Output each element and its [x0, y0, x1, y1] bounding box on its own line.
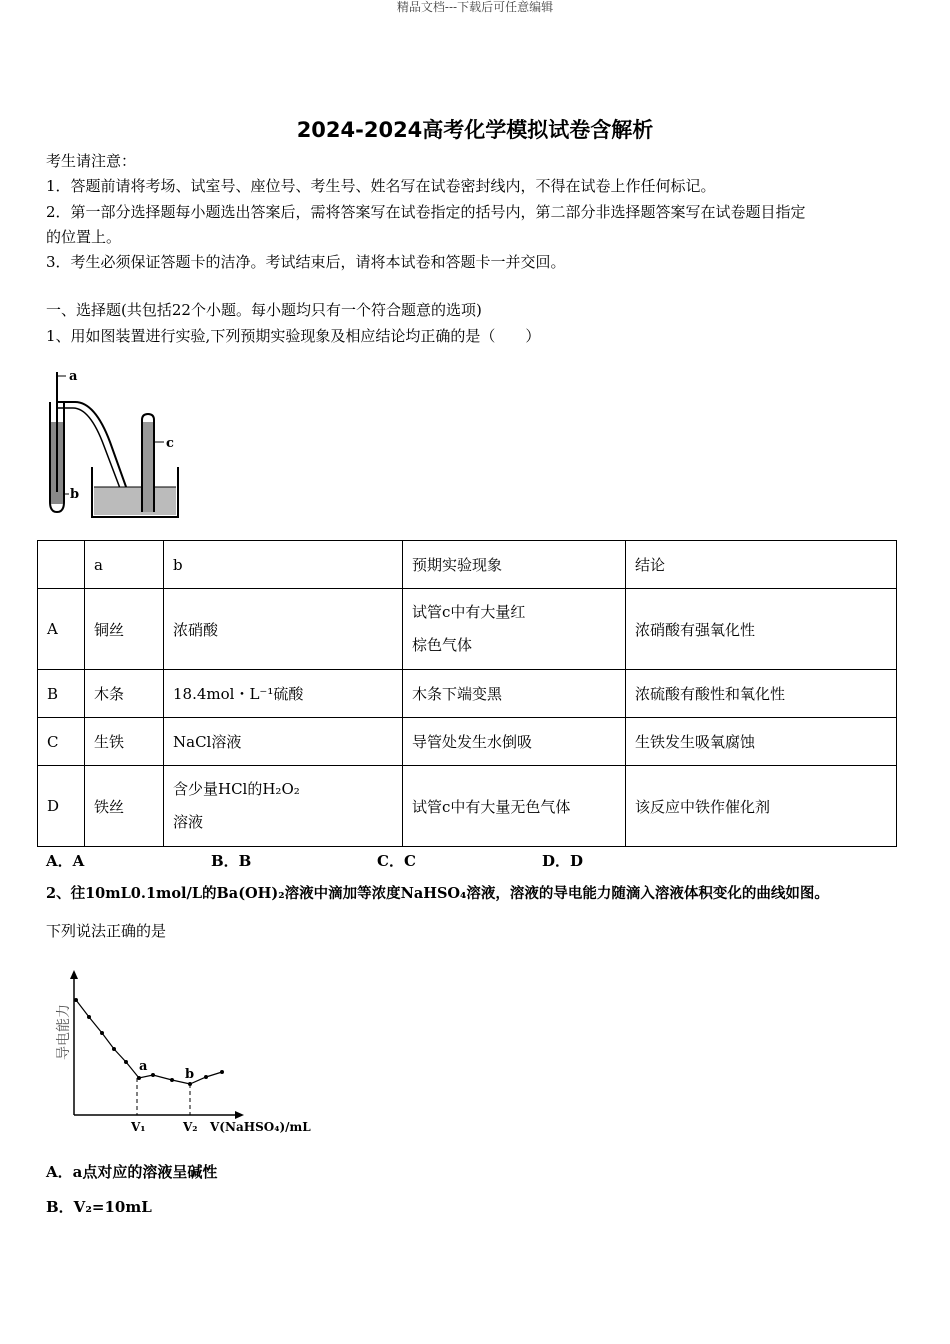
table-cell: 生铁 [85, 718, 164, 766]
notice-heading: 考生请注意： [46, 152, 137, 170]
table-cell: 铜丝 [85, 589, 164, 670]
table-cell: 导管处发生水倒吸 [403, 718, 626, 766]
notice-item: 3．考生必须保证答题卡的洁净。考试结束后，请将本试卷和答题卡一并交回。 [46, 253, 566, 271]
table-cell: 试管c中有大量无色气体 [403, 766, 626, 847]
table-row [38, 766, 897, 847]
table-cell: B [38, 670, 85, 718]
q1-option-b[interactable]: B．B [211, 852, 252, 870]
table-header-row [38, 541, 897, 589]
graph-tick-v2: V₂ [183, 1120, 198, 1134]
table-cell: D [38, 766, 85, 847]
q2-stem-cont: 下列说法正确的是 [46, 922, 167, 940]
table-cell: 该反应中铁作催化剂 [626, 766, 897, 847]
q2-option-a[interactable]: A．a点对应的溶液呈碱性 [46, 1163, 218, 1181]
page-header: 精品文档---下载后可任意编辑 [396, 0, 554, 14]
section-heading: 一、选择题(共包括22个小题。每小题均只有一个符合题意的选项) [46, 301, 482, 319]
notice-item: 1．答题前请将考场、试室号、座位号、考生号、姓名写在试卷密封线内，不得在试卷上作任何标记。 [46, 177, 716, 195]
q2-conductivity-graph [44, 970, 324, 1140]
table-cell: 浓硝酸有强氧化性 [626, 589, 897, 670]
table-header-cell: a [85, 541, 164, 589]
q1-stem: 1、用如图装置进行实验,下列预期实验现象及相应结论均正确的是（ ） [46, 327, 541, 345]
table-cell: 18.4mol・L⁻¹硫酸 [164, 670, 403, 718]
table-header-cell: 预期实验现象 [403, 541, 626, 589]
graph-tick-v1: V₁ [131, 1120, 146, 1134]
table-cell: 木条 [85, 670, 164, 718]
q2-stem: 2、往10mL0.1mol/L的Ba(OH)₂溶液中滴加等浓度NaHSO₄溶液，溶液的导电能力随滴入溶液体积变化的曲线如图。 [46, 885, 829, 902]
q1-option-a[interactable]: A．A [46, 852, 85, 870]
graph-xlabel: V(NaHSO₄)/mL [210, 1120, 311, 1134]
q1-option-c[interactable]: C．C [377, 852, 416, 870]
q1-option-d[interactable]: D．D [542, 852, 584, 870]
table-cell: A [38, 589, 85, 670]
table-cell: 浓硝酸 [164, 589, 403, 670]
q2-option-b[interactable]: B．V₂=10mL [46, 1198, 152, 1216]
table-row [38, 718, 897, 766]
table-cell: C [38, 718, 85, 766]
table-cell: 浓硫酸有酸性和氧化性 [626, 670, 897, 718]
graph-point-a: a [139, 1059, 148, 1074]
fig-label-c: c [166, 436, 174, 451]
table-header-cell: b [164, 541, 403, 589]
fig-label-b: b [70, 487, 80, 502]
notice-item: 2．第一部分选择题每小题选出答案后，需将答案写在试卷指定的括号内，第二部分非选择题答案写在试卷题目指定 [46, 203, 806, 221]
graph-ylabel: 导电能力 [56, 1004, 72, 1060]
notice-item: 的位置上。 [46, 228, 122, 246]
q1-apparatus-figure [40, 362, 190, 526]
table-cell: 木条下端变黑 [403, 670, 626, 718]
table-cell: 铁丝 [85, 766, 164, 847]
graph-point-b: b [185, 1067, 195, 1082]
table-cell: NaCl溶液 [164, 718, 403, 766]
page-title: 2024-2024高考化学模拟试卷含解析 [296, 118, 654, 142]
table-cell: 生铁发生吸氧腐蚀 [626, 718, 897, 766]
table-cell: 试管c中有大量红 棕色气体 [403, 589, 626, 670]
fig-label-a: a [69, 369, 78, 384]
table-header-cell: 结论 [626, 541, 897, 589]
table-row [38, 670, 897, 718]
table-header-cell [38, 541, 85, 589]
table-row [38, 589, 897, 670]
q1-table [37, 540, 897, 847]
table-cell: 含少量HCl的H₂O₂ 溶液 [164, 766, 403, 847]
